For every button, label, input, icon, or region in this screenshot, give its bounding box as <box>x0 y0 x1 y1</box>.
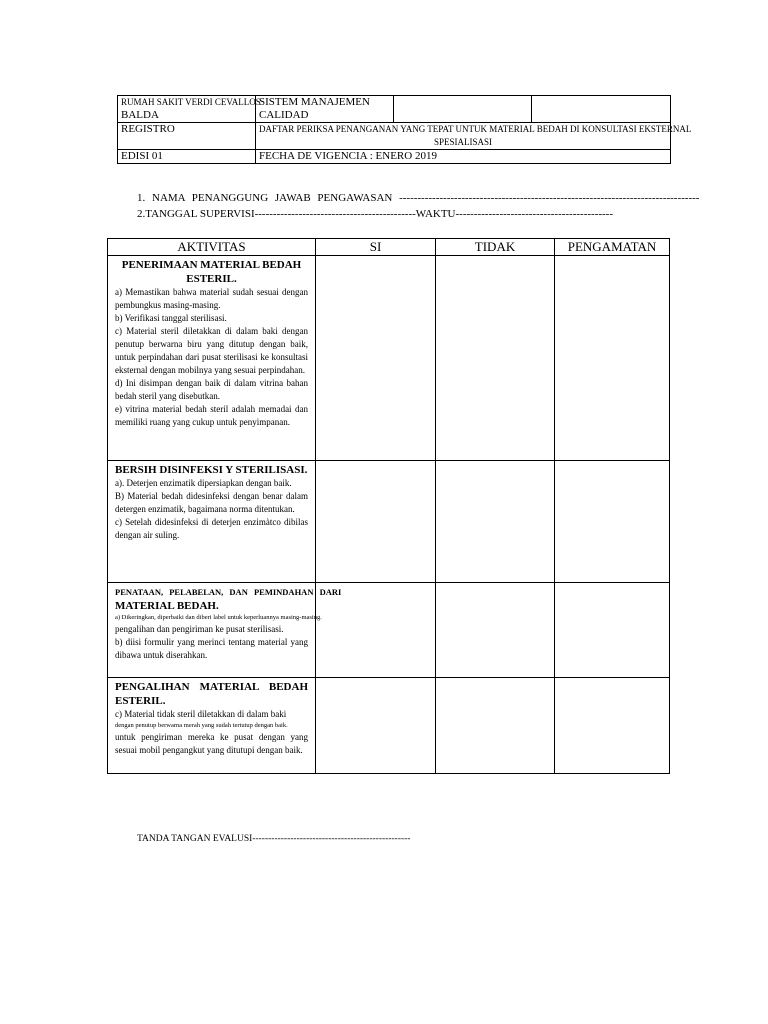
list-item: untuk pengiriman mereka ke pusat dengan yang sesuai mobil pengangkut yang ditutupi dengan baik. <box>115 732 308 755</box>
document-header-table <box>117 95 692 164</box>
section-title-prefix: PENATAAN, PELABELAN, DAN PEMINDAHAN DARI <box>115 587 342 597</box>
edition-label: EDISI 01 <box>118 150 256 164</box>
list-item: B) Material bedah didesinfeksi dengan benar dalam detergen enzimatik, bagaimana norma ditentukan. <box>115 491 308 514</box>
table-row <box>108 256 670 461</box>
header-empty-cell-2 <box>532 96 671 123</box>
pengamatan-cell[interactable] <box>555 256 670 461</box>
header-empty-cell-1 <box>394 96 532 123</box>
list-item: b) diisi formulir yang merinci tentang material yang dibawa untuk diserahkan. <box>115 637 308 660</box>
validity-date: FECHA DE VIGENCIA : ENERO 2019 <box>256 150 671 164</box>
column-header-pengamatan: PENGAMATAN <box>555 239 670 256</box>
section-title: MATERIAL BEDAH. <box>115 600 219 612</box>
list-item: c) Material tidak steril diletakkan di dalam baki <box>115 709 287 719</box>
activity-cell <box>108 461 316 583</box>
section-title: PENERIMAAN MATERIAL BEDAH ESTERIL. <box>121 259 302 285</box>
si-checkbox-cell[interactable] <box>316 256 436 461</box>
hospital-name-line2: BALDA <box>121 109 159 121</box>
activity-cell <box>108 678 316 774</box>
hospital-name-cell <box>118 96 261 123</box>
list-item: a) Memastikan bahwa material sudah sesuai dengan pembungkus masing-masing. <box>115 287 308 310</box>
document-title-cell <box>256 123 692 150</box>
list-item: a) Dikeringkan, diperbaiki dan diberi label untuk keperluannya masing-masing. <box>115 614 322 621</box>
list-item: d) Ini disimpan dengan baik di dalam vitrina bahan bedah steril yang disebutkan. <box>115 378 308 401</box>
pengamatan-cell[interactable] <box>555 461 670 583</box>
column-header-aktivitas: AKTIVITAS <box>108 239 316 256</box>
list-item: dengan penutup berwarna merah yang sudah tertutup dengan baik. <box>115 722 288 729</box>
list-item: e) vitrina material bedah steril adalah memadai dan memiliki ruang yang cukup untuk penyimpanan. <box>115 404 308 427</box>
list-item: a). Deterjen enzimatik dipersiapkan dengan baik. <box>115 478 292 488</box>
table-row <box>108 583 670 678</box>
hospital-name-line1: RUMAH SAKIT VERDI CEVALLOS <box>121 97 261 107</box>
section-title: BERSIH DISINFEKSI Y STERILISASI. <box>115 464 308 476</box>
si-checkbox-cell[interactable] <box>316 461 436 583</box>
tidak-checkbox-cell[interactable] <box>436 678 555 774</box>
supervisor-name-field: 1. NAMA PENANGGUNG JAWAB PENGAWASAN ---------------------------------------------------------------------------------- <box>137 192 700 204</box>
pengamatan-cell[interactable] <box>555 583 670 678</box>
checklist-header-row <box>108 239 670 256</box>
registro-label: REGISTRO <box>118 123 256 150</box>
document-title-line1: DAFTAR PERIKSA PENANGANAN YANG TEPAT UNTUK MATERIAL BEDAH DI KONSULTASI EKSTERNAL <box>259 124 692 134</box>
pengamatan-cell[interactable] <box>555 678 670 774</box>
table-row <box>108 678 670 774</box>
list-item: pengalihan dan pengiriman ke pusat sterilisasi. <box>115 624 284 634</box>
table-row <box>108 461 670 583</box>
activity-cell <box>108 583 342 678</box>
system-name-line2: CALIDAD <box>259 109 309 121</box>
list-item: c) Setelah didesinfeksi di deterjen enzimàtco dibilas dengan air suling. <box>115 517 308 540</box>
column-header-tidak: TIDAK <box>436 239 555 256</box>
date-time-field: 2.TANGGAL SUPERVISI--------------------------------------------WAKTU------------------------------------------- <box>137 208 614 220</box>
document-title-line2: SPESIALISASI <box>433 137 492 147</box>
si-checkbox-cell[interactable] <box>316 678 436 774</box>
evaluator-signature-field: TANDA TANGAN EVALUSI-------------------------------------------------- <box>137 834 411 844</box>
tidak-checkbox-cell[interactable] <box>436 583 555 678</box>
section-title: PENGALIHAN MATERIAL BEDAH ESTERIL. <box>115 681 308 707</box>
list-item: c) Material steril diletakkan di dalam baki dengan penutup berwarna biru yang ditutup dengan baik, untuk perpindahan dari pusat sterilisasi ke konsultasi eksternal dengan mobilnya yang sesuai perpindahan. <box>115 326 308 375</box>
tidak-checkbox-cell[interactable] <box>436 461 555 583</box>
tidak-checkbox-cell[interactable] <box>436 256 555 461</box>
column-header-si: SI <box>316 239 436 256</box>
checklist-table <box>107 238 670 774</box>
system-name-line1: SISTEM MANAJEMEN <box>259 96 370 108</box>
activity-cell <box>108 256 316 461</box>
list-item: b) Verifikasi tanggal sterilisasi. <box>115 313 227 323</box>
system-name-cell <box>256 96 394 123</box>
